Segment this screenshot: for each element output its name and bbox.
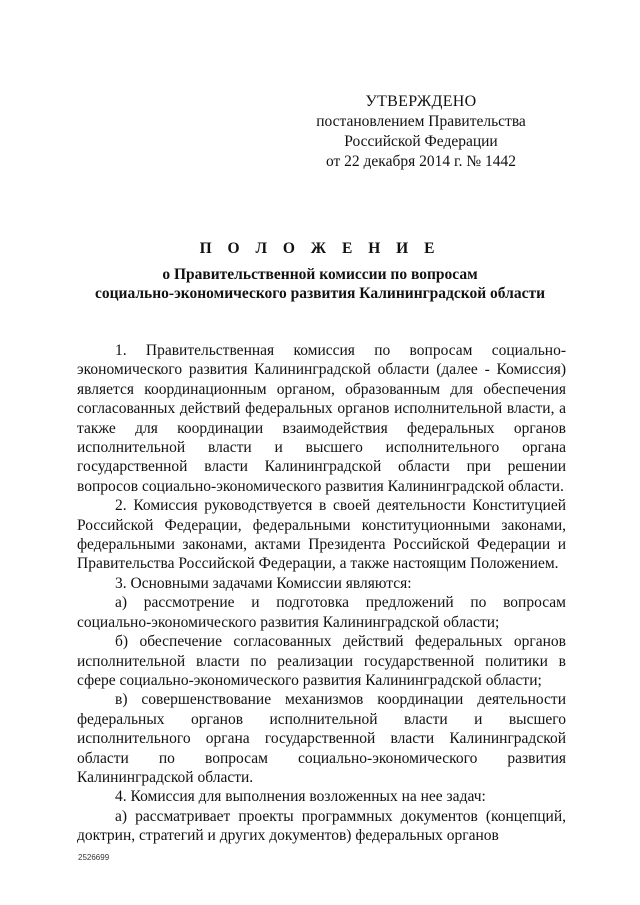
approval-stamp [306,92,536,172]
approval-date: от 22 декабря 2014 г. № 1442 [325,153,517,170]
subtitle-line: социально-экономического развития Калининградской области [94,285,546,302]
paragraph-1: 1. Правительственная комиссия по вопросам социально-экономического развития Калининградской области (далее - Комиссия) является координационным органом, образованным для обеспечения согласованных действий федеральных органов исполнительной власти, а также для координации взаимодействия федеральных органов исполнительной власти и высшего исполнительного органа государственной власти Калининградской области при решении вопросов социально-экономического развития Калининградской области. [77,342,566,495]
document-number: 2526699 [78,853,110,862]
paragraph-4: 4. Комиссия для выполнения возложенных на нее задач: [115,788,486,806]
paragraph-3: 3. Основными задачами Комиссии являются: [115,574,412,592]
document-title: П О Л О Ж Е Н И Е [199,240,441,257]
approval-heading: УТВЕРЖДЕНО [365,93,477,110]
paragraph-2: 2. Комиссия руководствуется в своей деятельности Конституцией Российской Федерации, федеральными конституционными законами, федеральными законами, актами Президента Российской Федерации и Правительства Российской Федерации, а также настоящим Положением. [77,497,566,573]
approval-line: постановлением Правительства [316,113,526,130]
paragraph-3b: б) обеспечение согласованных действий федеральных органов исполнительной власти по реализации государственной политики в сфере социально-экономического развития Калининградской области; [77,633,566,689]
paragraph-3c: в) совершенствование механизмов координации деятельности федеральных органов исполнительной власти и высшего исполнительного органа государственной власти Калининградской области по вопросам социально-экономического развития Калининградской области. [77,691,566,786]
document-subtitle [60,265,580,303]
paragraph-3a: а) рассмотрение и подготовка предложений по вопросам социально-экономического развития Калининградской области; [77,594,566,631]
subtitle-line: о Правительственной комиссии по вопросам [162,266,478,283]
paragraph-4a: а) рассматривает проекты программных документов (концепций, доктрин, стратегий и других документов) федеральных органов [77,807,566,845]
document-body [77,341,566,846]
approval-line: Российской Федерации [344,133,498,150]
